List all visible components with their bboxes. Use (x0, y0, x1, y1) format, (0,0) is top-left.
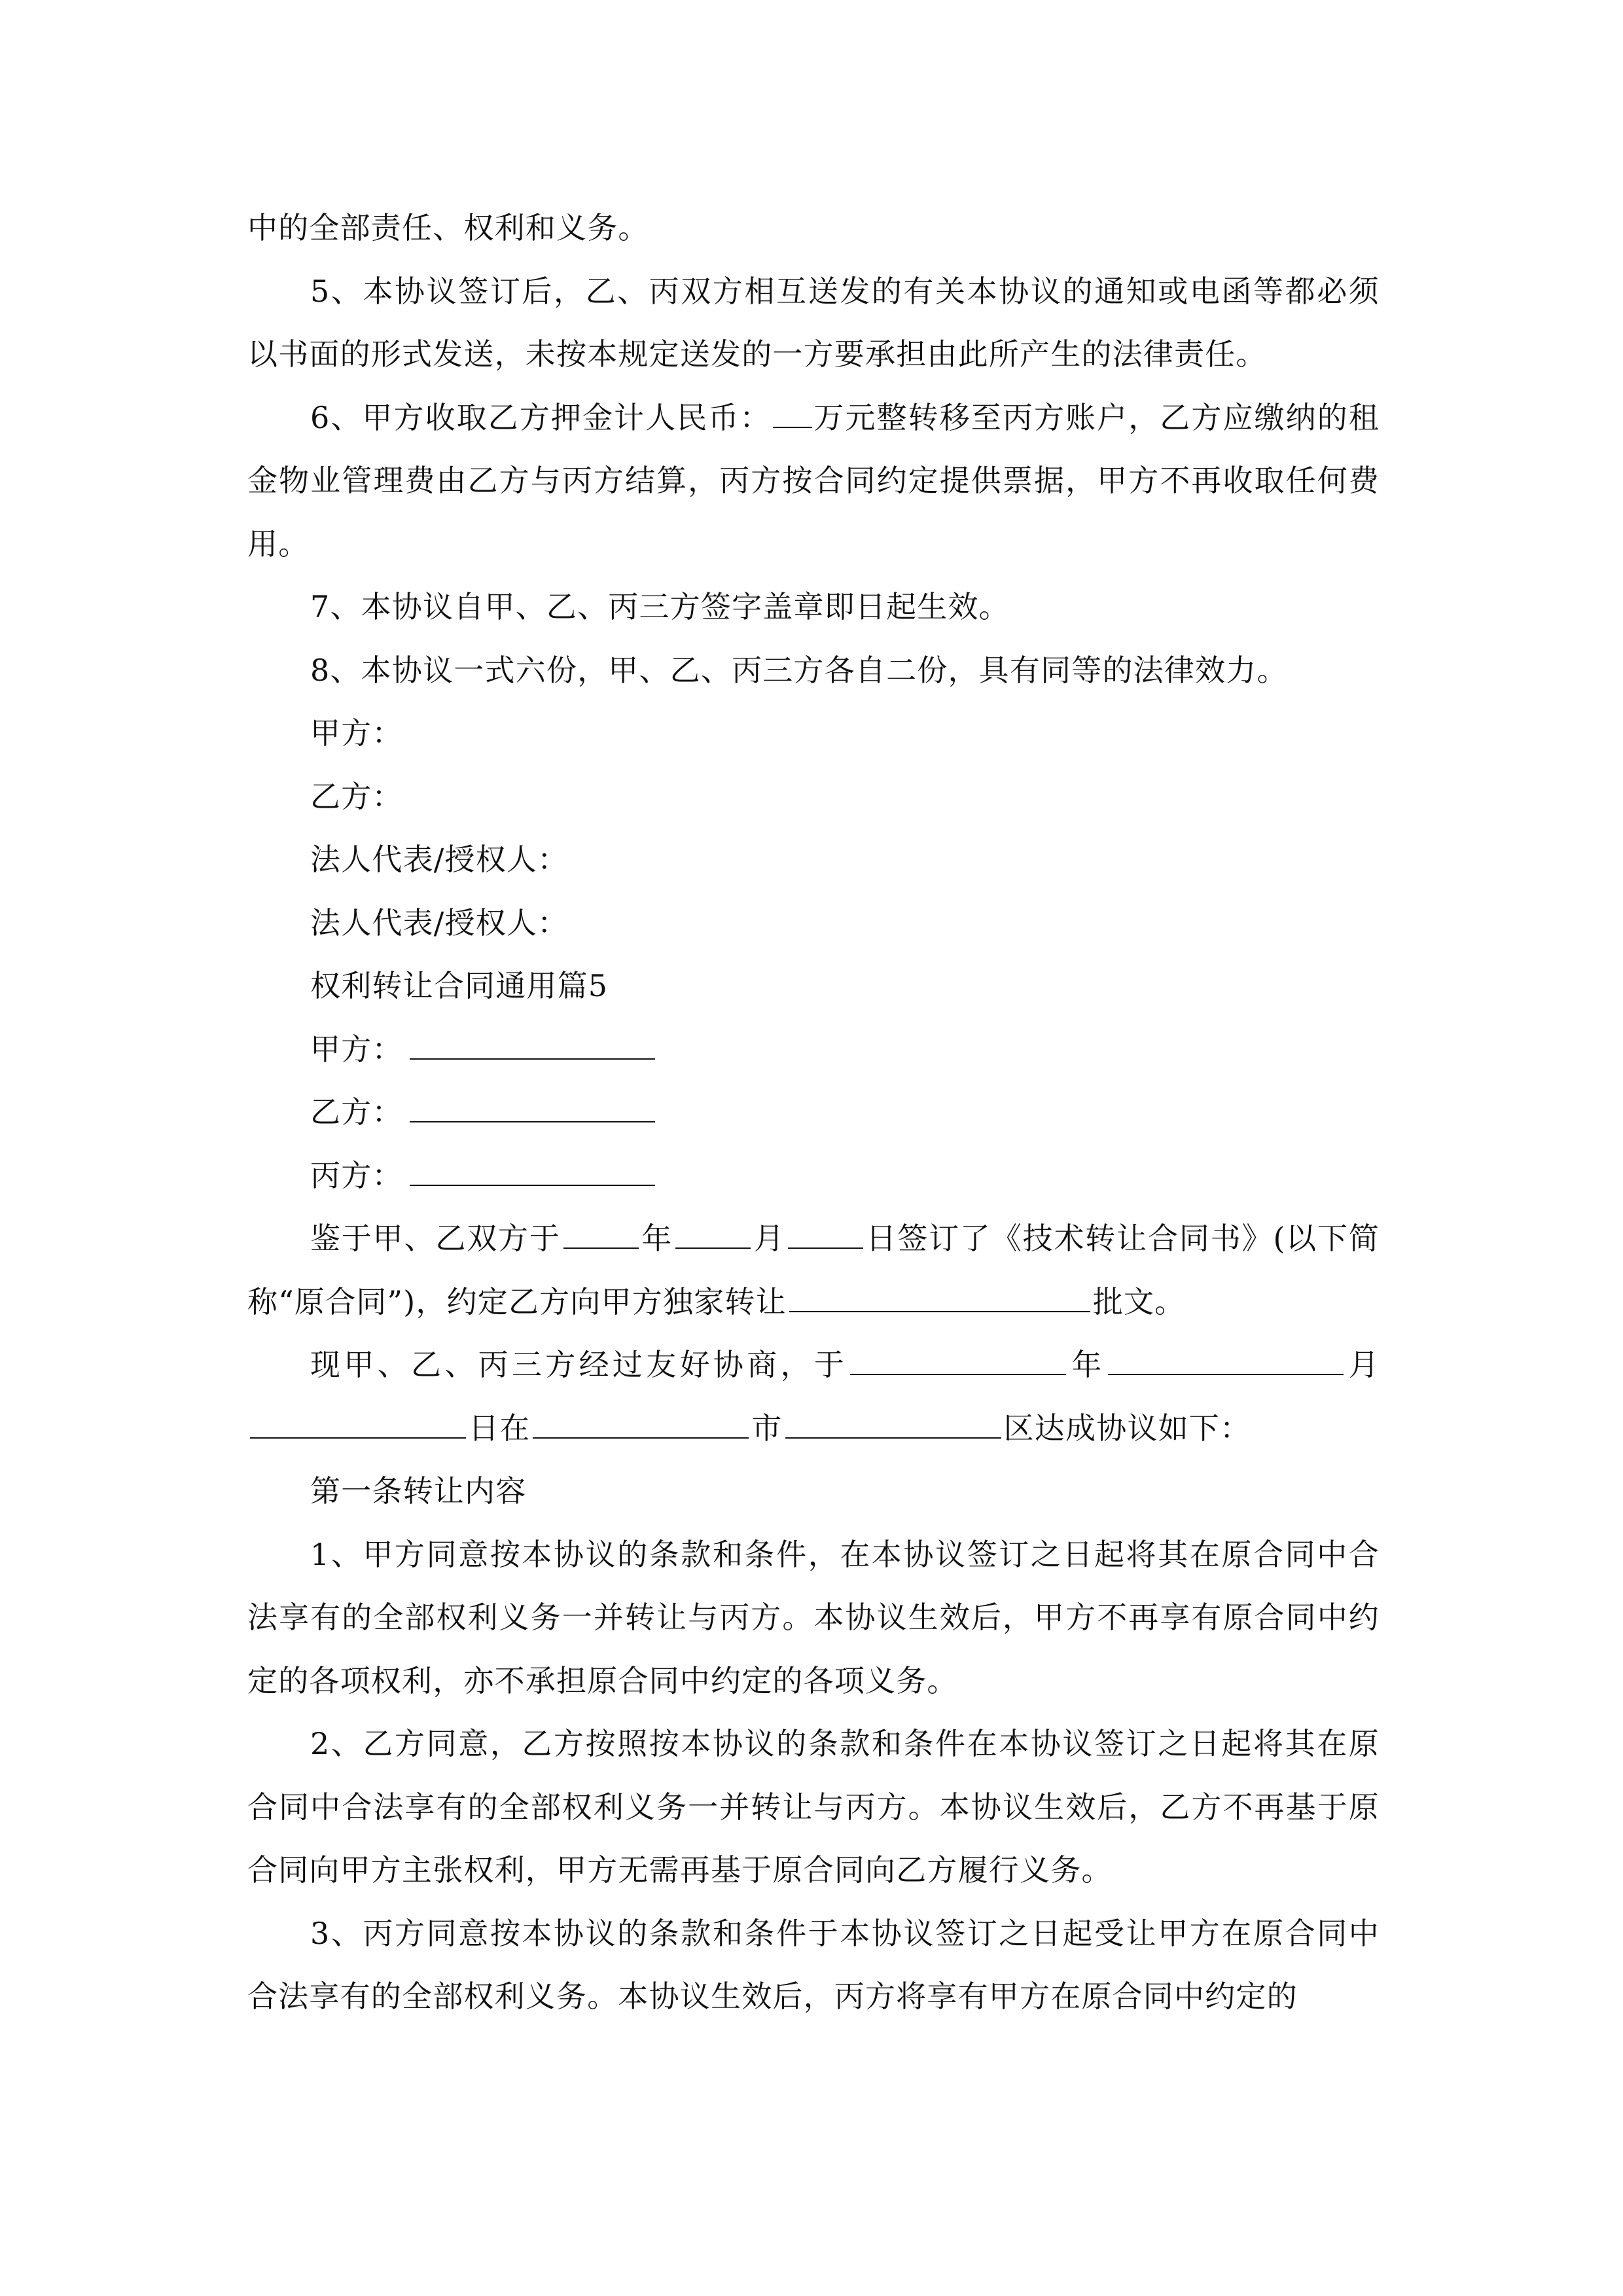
signature-party-a: 甲方： (310, 715, 403, 751)
clause-5: 5、本协议签订后，乙、丙双方相互送发的有关本协议的通知或电函等都必须以书面的形式发送，未按本规定送发的一方要承担由此所产生的法律责任。 (247, 273, 1380, 372)
whereas-text-b: 日签订了《技术转让合同书》(以下简称“原合同”)，约定乙方向甲方独家转让 (247, 1221, 1380, 1319)
whereas-text-a: 鉴于甲、乙双方于 (310, 1221, 561, 1256)
party-a-label: 甲方： (310, 1031, 403, 1067)
signature-legal-rep-1: 法人代表/授权人： (310, 842, 569, 877)
negotiation-text-a: 现甲、乙、丙三方经过友好协商，于 (310, 1347, 848, 1382)
whereas-paragraph (247, 1207, 1380, 1333)
negotiation-day-blank[interactable] (250, 1411, 466, 1439)
document-page (247, 196, 1380, 2028)
article-1-item-3: 3、丙方同意按本协议的条款和条件于本协议签订之日起受让甲方在原合同中合法享有的全部权利义务。本协议生效后，丙方将享有甲方在原合同中约定的 (247, 1915, 1380, 2014)
clause-6-text-a: 6、甲方收取乙方押金计人民币： (310, 399, 772, 435)
whereas-text-c: 批文。 (1092, 1283, 1186, 1319)
party-c-line (247, 1144, 1380, 1208)
clause-7: 7、本协议自甲、乙、丙三方签字盖章即日起生效。 (310, 589, 1010, 624)
negotiation-paragraph (247, 1333, 1380, 1460)
whereas-year-blank[interactable] (563, 1221, 639, 1249)
article-1-item-2: 2、乙方同意，乙方按照按本协议的条款和条件在本协议签订之日起将其在原合同中合法享有的全部权利义务一并转让与丙方。本协议生效后，乙方不再基于原合同向甲方主张权利，甲方无需再基于原合同向乙方履行义务。 (247, 1726, 1380, 1888)
party-b-line (247, 1081, 1380, 1144)
party-c-blank[interactable] (410, 1158, 655, 1186)
section-title: 权利转让合同通用篇5 (310, 968, 609, 1003)
negotiation-district-blank[interactable] (785, 1411, 1001, 1439)
whereas-day-blank[interactable] (788, 1221, 863, 1249)
party-a-line (247, 1018, 1380, 1081)
party-b-label: 乙方： (310, 1094, 403, 1130)
approval-document-blank[interactable] (789, 1285, 1090, 1312)
negotiation-city-blank[interactable] (533, 1411, 749, 1439)
clause-6 (247, 386, 1380, 576)
whereas-year-label: 年 (641, 1221, 673, 1256)
negotiation-city-label: 市 (751, 1410, 783, 1446)
continuation-text: 中的全部责任、权利和义务。 (247, 210, 649, 245)
party-b-blank[interactable] (410, 1095, 655, 1122)
negotiation-month-label: 月 (1346, 1347, 1380, 1382)
article-1-title: 第一条转让内容 (310, 1473, 527, 1509)
party-a-blank[interactable] (410, 1032, 655, 1060)
signature-party-b: 乙方： (310, 778, 403, 814)
clause-6-text-b: 万元整转移至丙方账户，乙方应缴纳的租金物业管理费由乙方与丙方结算，丙方按合同约定提供票据，甲方不再收取任何费用。 (247, 399, 1380, 562)
deposit-amount-blank[interactable] (773, 401, 812, 428)
whereas-month-blank[interactable] (675, 1221, 751, 1249)
whereas-month-label: 月 (753, 1221, 785, 1256)
negotiation-month-blank[interactable] (1108, 1348, 1344, 1375)
article-1-item-1: 1、甲方同意按本协议的条款和条件，在本协议签订之日起将其在原合同中合法享有的全部权利义务一并转让与丙方。本协议生效后，甲方不再享有原合同中约定的各项权利，亦不承担原合同中约定的各项义务。 (247, 1536, 1380, 1698)
clause-8: 8、本协议一式六份，甲、乙、丙三方各自二份，具有同等的法律效力。 (310, 652, 1288, 688)
negotiation-day-label: 日在 (469, 1410, 531, 1446)
negotiation-year-blank[interactable] (850, 1348, 1066, 1375)
negotiation-text-b: 区达成协议如下： (1003, 1410, 1251, 1446)
negotiation-year-label: 年 (1069, 1347, 1105, 1382)
signature-legal-rep-2: 法人代表/授权人： (310, 905, 569, 941)
party-c-label: 丙方： (310, 1157, 403, 1193)
